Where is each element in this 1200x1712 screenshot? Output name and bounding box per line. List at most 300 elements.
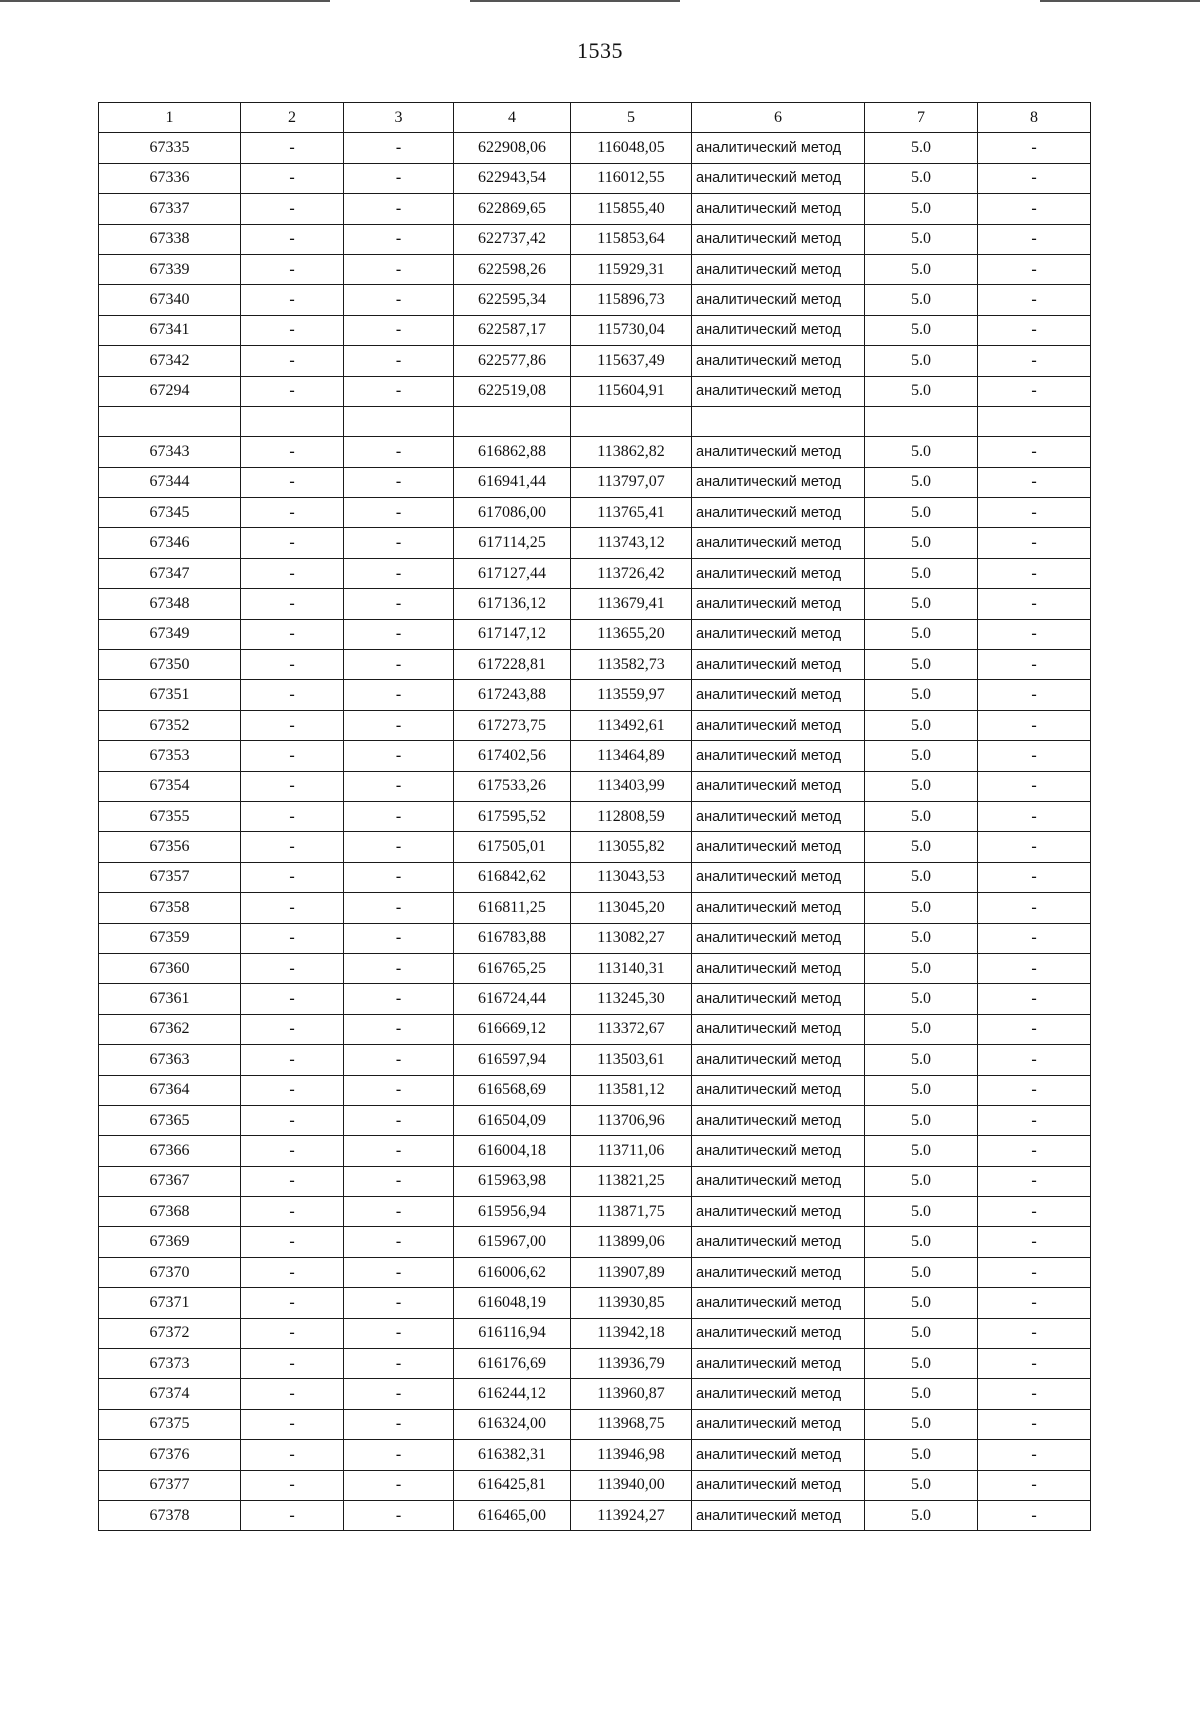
cell-coordinate-x: 617147,12 [454, 619, 571, 649]
cell-column-3: - [344, 1045, 454, 1075]
cell-coordinate-x: 616811,25 [454, 893, 571, 923]
cell-point-number: 67367 [99, 1166, 241, 1196]
cell-coordinate-x: 617136,12 [454, 589, 571, 619]
cell-point-number: 67362 [99, 1014, 241, 1044]
column-header-2: 2 [241, 103, 344, 133]
cell-method: аналитический метод [692, 619, 865, 649]
cell-point-number: 67337 [99, 194, 241, 224]
cell-column-2: - [241, 558, 344, 588]
cell-accuracy: 5.0 [865, 1470, 978, 1500]
cell-method: аналитический метод [692, 832, 865, 862]
cell-point-number: 67374 [99, 1379, 241, 1409]
cell-accuracy: 5.0 [865, 1409, 978, 1439]
coordinates-table [98, 102, 1091, 1531]
table-row [99, 1075, 1091, 1105]
cell-coordinate-y: 112808,59 [571, 801, 692, 831]
table-row [99, 194, 1091, 224]
table-row [99, 498, 1091, 528]
cell-column-2: - [241, 893, 344, 923]
cell-coordinate-x: 617273,75 [454, 710, 571, 740]
cell-method: аналитический метод [692, 254, 865, 284]
cell-point-number: 67294 [99, 376, 241, 406]
cell-accuracy: 5.0 [865, 1440, 978, 1470]
cell-column-3: - [344, 650, 454, 680]
cell-column-3: - [344, 923, 454, 953]
cell-coordinate-x: 622519,08 [454, 376, 571, 406]
cell-column-2: - [241, 1227, 344, 1257]
cell-coordinate-x: 622943,54 [454, 163, 571, 193]
cell-coordinate-y: 115730,04 [571, 315, 692, 345]
cell-column-3: - [344, 984, 454, 1014]
cell-point-number: 67353 [99, 741, 241, 771]
cell-column-2 [241, 406, 344, 436]
cell-accuracy: 5.0 [865, 133, 978, 163]
table-row [99, 953, 1091, 983]
column-header-3: 3 [344, 103, 454, 133]
cell-column-8: - [978, 1014, 1091, 1044]
cell-column-8: - [978, 710, 1091, 740]
cell-method: аналитический метод [692, 710, 865, 740]
cell-column-3: - [344, 1257, 454, 1287]
cell-column-3: - [344, 1379, 454, 1409]
cell-column-3: - [344, 862, 454, 892]
cell-accuracy: 5.0 [865, 1500, 978, 1530]
cell-column-8: - [978, 133, 1091, 163]
cell-column-8: - [978, 923, 1091, 953]
cell-accuracy: 5.0 [865, 953, 978, 983]
cell-coordinate-y: 113372,67 [571, 1014, 692, 1044]
cell-point-number: 67361 [99, 984, 241, 1014]
table-row [99, 710, 1091, 740]
cell-coordinate-x: 616006,62 [454, 1257, 571, 1287]
table-row [99, 650, 1091, 680]
cell-coordinate-x: 622595,34 [454, 285, 571, 315]
table-row [99, 315, 1091, 345]
cell-accuracy: 5.0 [865, 437, 978, 467]
cell-column-3: - [344, 467, 454, 497]
cell-point-number: 67352 [99, 710, 241, 740]
cell-coordinate-y: 113503,61 [571, 1045, 692, 1075]
cell-accuracy: 5.0 [865, 194, 978, 224]
cell-accuracy: 5.0 [865, 1257, 978, 1287]
cell-coordinate-y: 116048,05 [571, 133, 692, 163]
cell-column-2: - [241, 1470, 344, 1500]
cell-coordinate-y: 115604,91 [571, 376, 692, 406]
cell-method: аналитический метод [692, 1014, 865, 1044]
cell-point-number: 67342 [99, 346, 241, 376]
column-header-6: 6 [692, 103, 865, 133]
cell-point-number: 67369 [99, 1227, 241, 1257]
cell-point-number: 67376 [99, 1440, 241, 1470]
cell-coordinate-y: 113862,82 [571, 437, 692, 467]
cell-column-8: - [978, 1166, 1091, 1196]
cell-column-2: - [241, 133, 344, 163]
cell-coordinate-y: 113968,75 [571, 1409, 692, 1439]
cell-coordinate-y: 113492,61 [571, 710, 692, 740]
table-row [99, 1409, 1091, 1439]
cell-accuracy: 5.0 [865, 376, 978, 406]
cell-accuracy: 5.0 [865, 801, 978, 831]
cell-point-number: 67354 [99, 771, 241, 801]
cell-column-2: - [241, 771, 344, 801]
table-row [99, 680, 1091, 710]
cell-method: аналитический метод [692, 498, 865, 528]
cell-accuracy: 5.0 [865, 528, 978, 558]
cell-column-2: - [241, 1349, 344, 1379]
cell-column-2: - [241, 650, 344, 680]
table-row [99, 1379, 1091, 1409]
cell-method: аналитический метод [692, 528, 865, 558]
cell-accuracy: 5.0 [865, 224, 978, 254]
cell-point-number: 67341 [99, 315, 241, 345]
cell-method: аналитический метод [692, 1288, 865, 1318]
cell-column-8: - [978, 1470, 1091, 1500]
cell-accuracy: 5.0 [865, 1014, 978, 1044]
cell-coordinate-x: 616724,44 [454, 984, 571, 1014]
cell-method: аналитический метод [692, 953, 865, 983]
cell-coordinate-x: 616004,18 [454, 1136, 571, 1166]
cell-column-3: - [344, 741, 454, 771]
cell-point-number: 67345 [99, 498, 241, 528]
cell-column-2: - [241, 1075, 344, 1105]
cell-column-3: - [344, 1409, 454, 1439]
cell-point-number: 67347 [99, 558, 241, 588]
cell-method: аналитический метод [692, 680, 865, 710]
cell-method: аналитический метод [692, 984, 865, 1014]
cell-column-8: - [978, 984, 1091, 1014]
cell-column-3: - [344, 194, 454, 224]
cell-column-8: - [978, 558, 1091, 588]
cell-column-2: - [241, 315, 344, 345]
cell-accuracy: 5.0 [865, 346, 978, 376]
column-header-5: 5 [571, 103, 692, 133]
cell-column-2: - [241, 953, 344, 983]
cell-column-8: - [978, 1045, 1091, 1075]
table-row [99, 528, 1091, 558]
cell-point-number: 67355 [99, 801, 241, 831]
cell-column-8 [978, 406, 1091, 436]
cell-column-8: - [978, 953, 1091, 983]
cell-column-2: - [241, 285, 344, 315]
cell-coordinate-x: 617505,01 [454, 832, 571, 862]
cell-method: аналитический метод [692, 771, 865, 801]
page-number: 1535 [577, 38, 623, 63]
table-row [99, 558, 1091, 588]
cell-coordinate-x: 622869,65 [454, 194, 571, 224]
cell-coordinate-y: 113743,12 [571, 528, 692, 558]
table-row [99, 437, 1091, 467]
table-header-row [99, 103, 1091, 133]
cell-column-2: - [241, 467, 344, 497]
cell-method: аналитический метод [692, 893, 865, 923]
cell-column-2: - [241, 680, 344, 710]
cell-accuracy: 5.0 [865, 923, 978, 953]
cell-point-number: 67366 [99, 1136, 241, 1166]
cell-column-8: - [978, 1349, 1091, 1379]
cell-column-8: - [978, 1379, 1091, 1409]
cell-point-number: 67336 [99, 163, 241, 193]
table-row [99, 467, 1091, 497]
table-row [99, 862, 1091, 892]
cell-coordinate-x: 616244,12 [454, 1379, 571, 1409]
cell-coordinate-y: 113940,00 [571, 1470, 692, 1500]
cell-point-number: 67371 [99, 1288, 241, 1318]
cell-column-3: - [344, 619, 454, 649]
cell-column-2: - [241, 1105, 344, 1135]
cell-coordinate-x: 616425,81 [454, 1470, 571, 1500]
table-row [99, 1440, 1091, 1470]
cell-accuracy: 5.0 [865, 832, 978, 862]
cell-column-8: - [978, 1318, 1091, 1348]
cell-coordinate-y: 115929,31 [571, 254, 692, 284]
cell-method: аналитический метод [692, 1166, 865, 1196]
table-row [99, 1105, 1091, 1135]
cell-coordinate-x: 616382,31 [454, 1440, 571, 1470]
cell-coordinate-x: 622587,17 [454, 315, 571, 345]
cell-coordinate-y: 113245,30 [571, 984, 692, 1014]
cell-method: аналитический метод [692, 923, 865, 953]
cell-coordinate-y: 113403,99 [571, 771, 692, 801]
cell-column-2: - [241, 437, 344, 467]
cell-column-8: - [978, 1440, 1091, 1470]
cell-column-8: - [978, 862, 1091, 892]
cell-coordinate-y: 113821,25 [571, 1166, 692, 1196]
cell-column-3: - [344, 133, 454, 163]
cell-column-2: - [241, 1257, 344, 1287]
cell-point-number [99, 406, 241, 436]
table-row [99, 893, 1091, 923]
cell-column-2: - [241, 1166, 344, 1196]
cell-coordinate-y: 113043,53 [571, 862, 692, 892]
cell-method: аналитический метод [692, 163, 865, 193]
column-header-7: 7 [865, 103, 978, 133]
cell-coordinate-y [571, 406, 692, 436]
cell-column-2: - [241, 1288, 344, 1318]
cell-point-number: 67368 [99, 1197, 241, 1227]
table-row [99, 1136, 1091, 1166]
cell-column-3: - [344, 1075, 454, 1105]
column-header-4: 4 [454, 103, 571, 133]
cell-method: аналитический метод [692, 1075, 865, 1105]
cell-method: аналитический метод [692, 376, 865, 406]
cell-column-2: - [241, 1045, 344, 1075]
cell-column-8: - [978, 1227, 1091, 1257]
table-row [99, 1318, 1091, 1348]
cell-coordinate-x: 622908,06 [454, 133, 571, 163]
cell-coordinate-y: 113765,41 [571, 498, 692, 528]
table-row [99, 1014, 1091, 1044]
cell-coordinate-y: 113055,82 [571, 832, 692, 862]
cell-point-number: 67357 [99, 862, 241, 892]
cell-point-number: 67340 [99, 285, 241, 315]
cell-method [692, 406, 865, 436]
cell-accuracy: 5.0 [865, 498, 978, 528]
cell-method: аналитический метод [692, 801, 865, 831]
cell-point-number: 67378 [99, 1500, 241, 1530]
table-row [99, 254, 1091, 284]
cell-coordinate-y: 113140,31 [571, 953, 692, 983]
cell-accuracy: 5.0 [865, 1288, 978, 1318]
table-row [99, 1500, 1091, 1530]
cell-method: аналитический метод [692, 1409, 865, 1439]
cell-column-3: - [344, 285, 454, 315]
cell-column-2: - [241, 528, 344, 558]
table-row [99, 1197, 1091, 1227]
cell-coordinate-x: 616669,12 [454, 1014, 571, 1044]
cell-accuracy: 5.0 [865, 741, 978, 771]
cell-column-8: - [978, 589, 1091, 619]
cell-coordinate-y: 113960,87 [571, 1379, 692, 1409]
cell-column-8: - [978, 224, 1091, 254]
cell-point-number: 67373 [99, 1349, 241, 1379]
cell-coordinate-x: 617243,88 [454, 680, 571, 710]
cell-point-number: 67346 [99, 528, 241, 558]
table-row [99, 741, 1091, 771]
cell-coordinate-y: 113581,12 [571, 1075, 692, 1105]
cell-column-8: - [978, 832, 1091, 862]
cell-point-number: 67360 [99, 953, 241, 983]
cell-column-8: - [978, 376, 1091, 406]
cell-method: аналитический метод [692, 589, 865, 619]
cell-method: аналитический метод [692, 346, 865, 376]
cell-coordinate-x: 622737,42 [454, 224, 571, 254]
cell-coordinate-x: 616783,88 [454, 923, 571, 953]
cell-column-3: - [344, 315, 454, 345]
cell-column-3: - [344, 1014, 454, 1044]
table-row [99, 619, 1091, 649]
cell-coordinate-x: 617228,81 [454, 650, 571, 680]
cell-column-8: - [978, 1197, 1091, 1227]
column-header-1: 1 [99, 103, 241, 133]
cell-point-number: 67375 [99, 1409, 241, 1439]
cell-column-2: - [241, 741, 344, 771]
cell-coordinate-y: 113045,20 [571, 893, 692, 923]
cell-coordinate-y: 113899,06 [571, 1227, 692, 1257]
table-row [99, 984, 1091, 1014]
cell-accuracy [865, 406, 978, 436]
table-row [99, 163, 1091, 193]
cell-column-3: - [344, 1105, 454, 1135]
cell-coordinate-y: 115853,64 [571, 224, 692, 254]
cell-coordinate-x: 616597,94 [454, 1045, 571, 1075]
cell-column-2: - [241, 194, 344, 224]
cell-coordinate-x: 616465,00 [454, 1500, 571, 1530]
cell-accuracy: 5.0 [865, 467, 978, 497]
cell-accuracy: 5.0 [865, 254, 978, 284]
cell-column-8: - [978, 1075, 1091, 1105]
cell-coordinate-y: 116012,55 [571, 163, 692, 193]
cell-coordinate-y: 113559,97 [571, 680, 692, 710]
table-row [99, 1045, 1091, 1075]
cell-accuracy: 5.0 [865, 1045, 978, 1075]
cell-column-8: - [978, 771, 1091, 801]
cell-column-2: - [241, 589, 344, 619]
cell-point-number: 67364 [99, 1075, 241, 1105]
cell-coordinate-x: 616324,00 [454, 1409, 571, 1439]
cell-column-8: - [978, 437, 1091, 467]
cell-column-3: - [344, 1227, 454, 1257]
cell-column-8: - [978, 650, 1091, 680]
cell-column-2: - [241, 1318, 344, 1348]
cell-column-3: - [344, 163, 454, 193]
cell-column-8: - [978, 315, 1091, 345]
cell-column-2: - [241, 498, 344, 528]
cell-accuracy: 5.0 [865, 1318, 978, 1348]
cell-column-8: - [978, 194, 1091, 224]
cell-point-number: 67365 [99, 1105, 241, 1135]
table-row [99, 1288, 1091, 1318]
cell-coordinate-x: 616862,88 [454, 437, 571, 467]
cell-column-2: - [241, 1409, 344, 1439]
cell-column-3: - [344, 680, 454, 710]
cell-accuracy: 5.0 [865, 1349, 978, 1379]
cell-column-8: - [978, 1288, 1091, 1318]
cell-accuracy: 5.0 [865, 680, 978, 710]
cell-column-8: - [978, 801, 1091, 831]
cell-accuracy: 5.0 [865, 1105, 978, 1135]
cell-column-2: - [241, 619, 344, 649]
cell-method: аналитический метод [692, 1227, 865, 1257]
scan-edge-line-middle [470, 0, 680, 2]
cell-accuracy: 5.0 [865, 589, 978, 619]
cell-method: аналитический метод [692, 315, 865, 345]
cell-coordinate-y: 113711,06 [571, 1136, 692, 1166]
cell-coordinate-y: 113082,27 [571, 923, 692, 953]
cell-column-8: - [978, 498, 1091, 528]
cell-column-8: - [978, 467, 1091, 497]
cell-column-2: - [241, 832, 344, 862]
cell-coordinate-y: 113936,79 [571, 1349, 692, 1379]
cell-column-3 [344, 406, 454, 436]
cell-coordinate-x: 617086,00 [454, 498, 571, 528]
cell-column-8: - [978, 285, 1091, 315]
cell-method: аналитический метод [692, 1136, 865, 1166]
cell-point-number: 67351 [99, 680, 241, 710]
cell-column-3: - [344, 1288, 454, 1318]
cell-coordinate-x: 616504,09 [454, 1105, 571, 1135]
cell-column-3: - [344, 589, 454, 619]
cell-coordinate-y: 113679,41 [571, 589, 692, 619]
cell-column-3: - [344, 832, 454, 862]
cell-column-3: - [344, 437, 454, 467]
cell-point-number: 67335 [99, 133, 241, 163]
cell-method: аналитический метод [692, 1045, 865, 1075]
cell-coordinate-x: 615967,00 [454, 1227, 571, 1257]
table-row [99, 1257, 1091, 1287]
cell-coordinate-x: 616048,19 [454, 1288, 571, 1318]
cell-column-8: - [978, 1500, 1091, 1530]
cell-point-number: 67356 [99, 832, 241, 862]
cell-column-3: - [344, 801, 454, 831]
cell-column-8: - [978, 163, 1091, 193]
cell-coordinate-x: 616941,44 [454, 467, 571, 497]
cell-accuracy: 5.0 [865, 710, 978, 740]
cell-accuracy: 5.0 [865, 315, 978, 345]
cell-coordinate-y: 113582,73 [571, 650, 692, 680]
cell-method: аналитический метод [692, 194, 865, 224]
scan-edge-line-right [1040, 0, 1200, 2]
table-row [99, 832, 1091, 862]
cell-method: аналитический метод [692, 285, 865, 315]
table-row [99, 1227, 1091, 1257]
cell-column-3: - [344, 1349, 454, 1379]
cell-method: аналитический метод [692, 1379, 865, 1409]
table-row [99, 771, 1091, 801]
cell-point-number: 67339 [99, 254, 241, 284]
cell-column-2: - [241, 254, 344, 284]
cell-column-3: - [344, 893, 454, 923]
cell-column-3: - [344, 1136, 454, 1166]
